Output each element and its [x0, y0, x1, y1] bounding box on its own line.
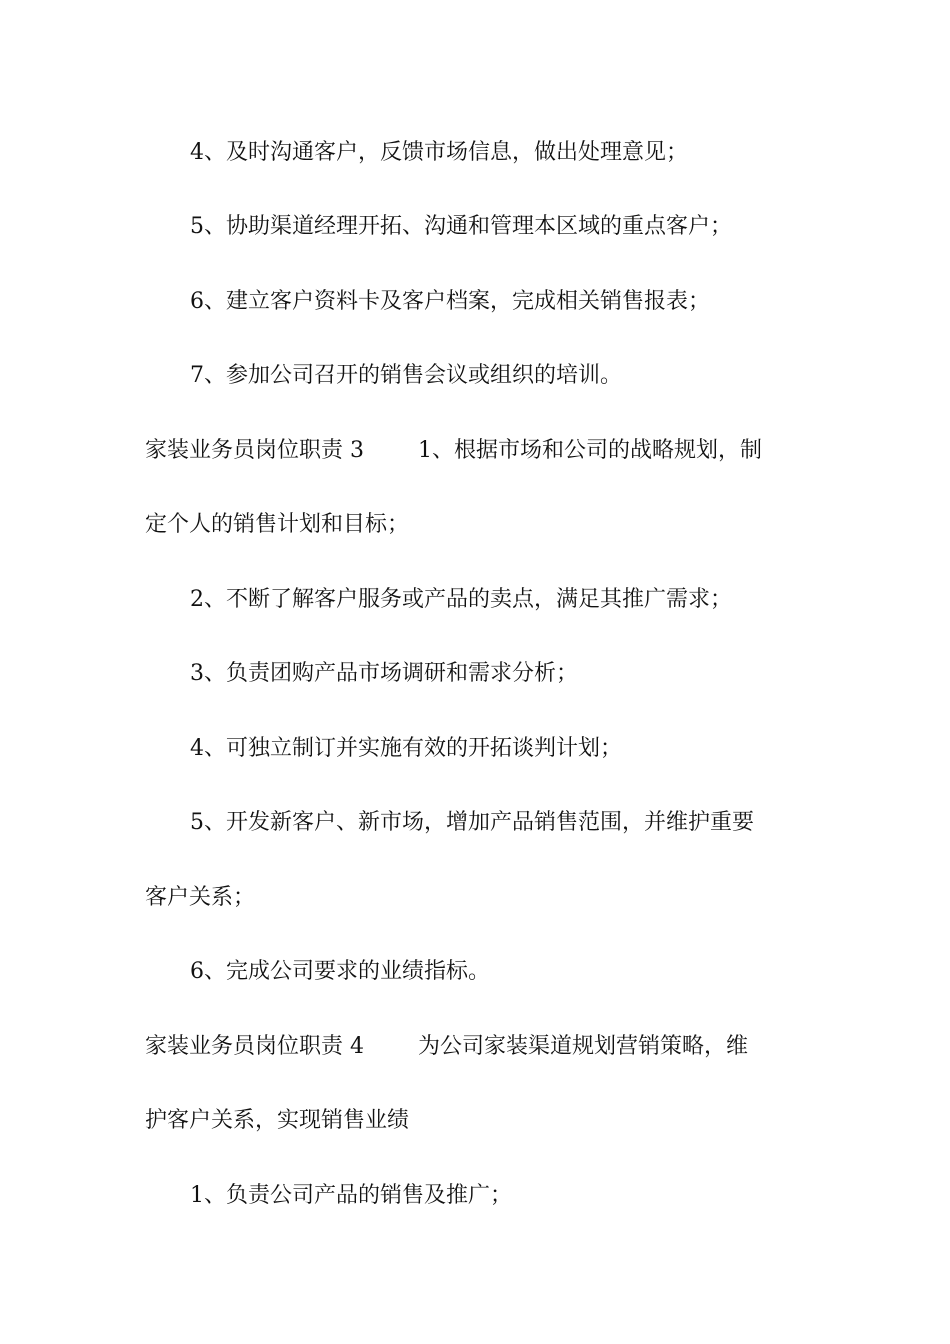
- list-item: [190, 734, 622, 764]
- list-item: [190, 808, 754, 838]
- list-item: [190, 957, 490, 987]
- list-item: [190, 659, 578, 689]
- list-item: [190, 585, 732, 615]
- line-text: 为公司家装渠道规划营销策略，维: [418, 1034, 749, 1059]
- list-item: [190, 212, 732, 242]
- section-heading: 家装业务员岗位职责 4: [145, 1034, 364, 1059]
- line-text: 5、协助渠道经理开拓、沟通和管理本区域的重点客户；: [190, 214, 732, 239]
- line-text: 客户关系；: [145, 885, 256, 910]
- paragraph-continuation: [145, 1106, 409, 1136]
- line-text: 2、不断了解客户服务或产品的卖点，满足其推广需求；: [190, 587, 732, 612]
- section-heading-line: [145, 1032, 748, 1062]
- line-text: 1、负责公司产品的销售及推广；: [190, 1183, 512, 1208]
- line-text: 5、开发新客户、新市场，增加产品销售范围，并维护重要: [190, 810, 754, 835]
- list-item: [190, 361, 622, 391]
- line-text: 3、负责团购产品市场调研和需求分析；: [190, 661, 578, 686]
- paragraph-continuation: [145, 510, 409, 540]
- line-text: 定个人的销售计划和目标；: [145, 512, 410, 537]
- section-heading-line: [145, 436, 762, 466]
- line-text: 1、根据市场和公司的战略规划，制: [418, 438, 762, 463]
- line-text: 6、完成公司要求的业绩指标。: [190, 959, 490, 984]
- section-heading: 家装业务员岗位职责 3: [145, 438, 364, 463]
- line-text: 7、参加公司召开的销售会议或组织的培训。: [190, 363, 622, 388]
- line-text: 4、及时沟通客户，反馈市场信息，做出处理意见；: [190, 140, 688, 165]
- line-text: 6、建立客户资料卡及客户档案，完成相关销售报表；: [190, 289, 710, 314]
- paragraph-continuation: [145, 883, 255, 913]
- line-text: 4、可独立制订并实施有效的开拓谈判计划；: [190, 736, 622, 761]
- list-item: [190, 1181, 512, 1211]
- list-item: [190, 138, 688, 168]
- line-text: 护客户关系，实现销售业绩: [145, 1108, 410, 1133]
- list-item: [190, 287, 710, 317]
